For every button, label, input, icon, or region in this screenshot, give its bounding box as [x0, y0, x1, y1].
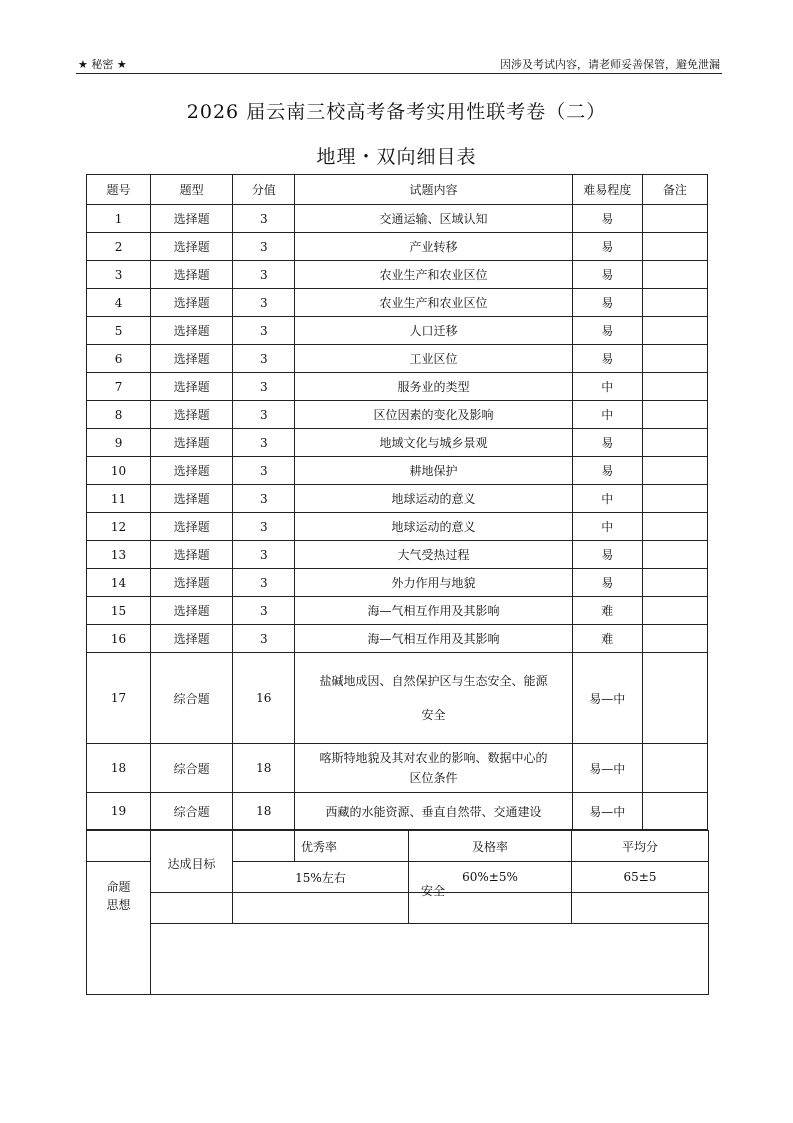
question-type: 选择题 [151, 457, 233, 485]
pass-rate-value [409, 862, 572, 898]
question-number: 7 [87, 373, 151, 401]
question-score: 3 [233, 541, 295, 569]
table-row [87, 485, 708, 513]
difficulty-level: 中 [572, 373, 642, 401]
remark [642, 625, 707, 653]
question-number: 5 [87, 317, 151, 345]
question-type: 选择题 [151, 597, 233, 625]
difficulty-level: 易 [572, 569, 642, 597]
question-content: 区位因素的变化及影响 [295, 401, 572, 429]
difficulty-level: 中 [572, 513, 642, 541]
table-row [87, 345, 708, 373]
question-score: 18 [233, 793, 295, 830]
difficulty-level: 易 [572, 429, 642, 457]
table-row [87, 401, 708, 429]
idea-content [151, 924, 709, 995]
question-content: 产业转移 [295, 233, 572, 261]
confidential-note: 因涉及考试内容，请老师妥善保管，避免泄漏 [500, 58, 720, 71]
question-type: 选择题 [151, 541, 233, 569]
stray-text: 安全 [421, 884, 446, 898]
question-score: 3 [233, 569, 295, 597]
question-type: 选择题 [151, 429, 233, 457]
question-content: 交通运输、区域认知 [295, 205, 572, 233]
idea-label-line: 思想 [106, 898, 131, 912]
table-row [87, 625, 708, 653]
average-score-header: 平均分 [572, 831, 709, 862]
question-number: 9 [87, 429, 151, 457]
remark [642, 205, 707, 233]
remark [642, 401, 707, 429]
column-header: 备注 [642, 175, 707, 205]
question-content: 农业生产和农业区位 [295, 289, 572, 317]
page-header [76, 55, 722, 74]
question-number: 6 [87, 345, 151, 373]
table-row [87, 569, 708, 597]
question-number: 2 [87, 233, 151, 261]
question-type: 选择题 [151, 233, 233, 261]
pass-rate-text: 60%±5% [462, 870, 518, 884]
remark [642, 317, 707, 345]
question-number: 10 [87, 457, 151, 485]
question-content: 大气受热过程 [295, 541, 572, 569]
question-score: 3 [233, 597, 295, 625]
question-type: 选择题 [151, 205, 233, 233]
question-number: 17 [87, 653, 151, 744]
table-row [87, 541, 708, 569]
question-type: 选择题 [151, 401, 233, 429]
question-content: 地球运动的意义 [295, 485, 572, 513]
difficulty-level: 易 [572, 289, 642, 317]
remark [642, 569, 707, 597]
difficulty-level: 难 [572, 625, 642, 653]
question-content: 服务业的类型 [295, 373, 572, 401]
column-header: 试题内容 [295, 175, 572, 205]
goal-table [86, 830, 709, 995]
remark [642, 485, 707, 513]
average-score-value: 65±5 [572, 862, 709, 893]
table-row [87, 373, 708, 401]
question-score: 16 [233, 653, 295, 744]
idea-label-line: 命题 [106, 880, 131, 894]
blank-cell [151, 893, 233, 924]
question-type: 选择题 [151, 569, 233, 597]
question-score: 3 [233, 289, 295, 317]
table-row [87, 457, 708, 485]
remark [642, 429, 707, 457]
question-content: 耕地保护 [295, 457, 572, 485]
difficulty-level: 易 [572, 345, 642, 373]
remark [642, 261, 707, 289]
table-row [87, 793, 708, 830]
question-score: 3 [233, 625, 295, 653]
question-number: 14 [87, 569, 151, 597]
difficulty-level: 易—中 [572, 744, 642, 793]
blank-cell [87, 831, 151, 862]
remark [642, 345, 707, 373]
question-score: 18 [233, 744, 295, 793]
table-row [87, 205, 708, 233]
excellent-rate-value: 15%左右 [233, 862, 409, 893]
remark [642, 289, 707, 317]
question-type: 选择题 [151, 345, 233, 373]
difficulty-level: 易—中 [572, 653, 642, 744]
question-type: 选择题 [151, 317, 233, 345]
difficulty-level: 易 [572, 457, 642, 485]
confidential-mark: ★ 秘密 ★ [78, 58, 127, 71]
table-row [87, 597, 708, 625]
idea-label [87, 862, 151, 995]
remark [642, 793, 707, 830]
question-score: 3 [233, 457, 295, 485]
question-number: 15 [87, 597, 151, 625]
table-row [87, 513, 708, 541]
remark [642, 457, 707, 485]
question-number: 12 [87, 513, 151, 541]
question-number: 8 [87, 401, 151, 429]
difficulty-level: 易 [572, 233, 642, 261]
table-row [87, 744, 708, 793]
column-header: 题型 [151, 175, 233, 205]
goal-label: 达成目标 [151, 831, 233, 893]
difficulty-level: 难 [572, 597, 642, 625]
question-score: 3 [233, 317, 295, 345]
difficulty-level: 中 [572, 485, 642, 513]
question-content [295, 744, 572, 793]
table-row [87, 233, 708, 261]
question-content: 地球运动的意义 [295, 513, 572, 541]
question-content: 西藏的水能资源、垂直自然带、交通建设 [295, 793, 572, 830]
question-type: 选择题 [151, 289, 233, 317]
table-row [87, 317, 708, 345]
question-score: 3 [233, 233, 295, 261]
table-row [87, 653, 708, 744]
table-header-row [87, 175, 708, 205]
difficulty-level: 易 [572, 205, 642, 233]
question-number: 1 [87, 205, 151, 233]
remark [642, 597, 707, 625]
difficulty-level: 易—中 [572, 793, 642, 830]
question-number: 16 [87, 625, 151, 653]
remark [642, 541, 707, 569]
difficulty-level: 中 [572, 401, 642, 429]
table-row [87, 289, 708, 317]
blank-cell [233, 893, 409, 924]
blank-cell [572, 893, 709, 924]
table-row [87, 261, 708, 289]
question-number: 18 [87, 744, 151, 793]
content-line: 盐碱地成因、自然保护区与生态安全、能源 [319, 674, 548, 688]
question-number: 3 [87, 261, 151, 289]
remark [642, 744, 707, 793]
question-number: 4 [87, 289, 151, 317]
pass-rate-header: 及格率 [409, 831, 572, 862]
question-score: 3 [233, 485, 295, 513]
question-content: 海—气相互作用及其影响 [295, 625, 572, 653]
table-row [87, 429, 708, 457]
question-number: 11 [87, 485, 151, 513]
spec-table [86, 174, 708, 830]
question-score: 3 [233, 345, 295, 373]
remark [642, 233, 707, 261]
question-content: 地域文化与城乡景观 [295, 429, 572, 457]
question-type: 选择题 [151, 513, 233, 541]
question-type: 选择题 [151, 373, 233, 401]
blank-cell [233, 831, 295, 862]
question-score: 3 [233, 429, 295, 457]
question-content: 人口迁移 [295, 317, 572, 345]
difficulty-level: 易 [572, 541, 642, 569]
page-title: 2026 届云南三校高考备考实用性联考卷（二） [186, 101, 607, 123]
question-type: 综合题 [151, 653, 233, 744]
excellent-rate-header: 优秀率 [295, 831, 409, 862]
question-score: 3 [233, 205, 295, 233]
content-line: 喀斯特地貌及其对农业的影响、数据中心的 [319, 751, 548, 765]
question-number: 13 [87, 541, 151, 569]
difficulty-level: 易 [572, 317, 642, 345]
line-gap [295, 691, 571, 705]
remark [642, 653, 707, 744]
question-type: 综合题 [151, 793, 233, 830]
column-header: 分值 [233, 175, 295, 205]
question-score: 3 [233, 261, 295, 289]
remark [642, 373, 707, 401]
column-header: 题号 [87, 175, 151, 205]
difficulty-level: 易 [572, 261, 642, 289]
content-line: 区位条件 [409, 771, 458, 785]
question-content: 海—气相互作用及其影响 [295, 597, 572, 625]
remark [642, 513, 707, 541]
question-type: 选择题 [151, 625, 233, 653]
question-score: 3 [233, 401, 295, 429]
question-type: 综合题 [151, 744, 233, 793]
question-content [295, 653, 572, 744]
page-subtitle: 地理・双向细目表 [316, 146, 477, 168]
question-number: 19 [87, 793, 151, 830]
question-content: 外力作用与地貌 [295, 569, 572, 597]
question-type: 选择题 [151, 485, 233, 513]
question-content: 工业区位 [295, 345, 572, 373]
content-line: 安全 [421, 708, 446, 722]
question-content: 农业生产和农业区位 [295, 261, 572, 289]
question-score: 3 [233, 513, 295, 541]
column-header: 难易程度 [572, 175, 642, 205]
question-score: 3 [233, 373, 295, 401]
question-type: 选择题 [151, 261, 233, 289]
